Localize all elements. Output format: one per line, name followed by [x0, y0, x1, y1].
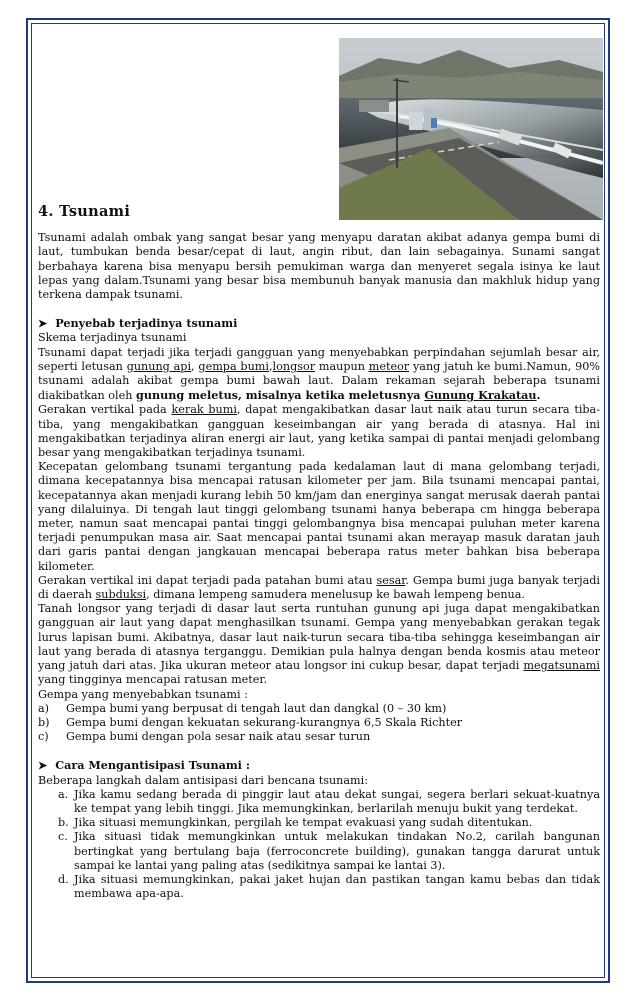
bold-run: gunung meletus, misalnya ketika meletusnya: [136, 388, 425, 403]
list-marker: d.: [58, 872, 69, 886]
paragraph-penyebab-5: [38, 602, 600, 687]
antisipasi-intro: Beberapa langkah dalam antisipasi dari bencana tsunami:: [38, 773, 369, 787]
text-run: .: [536, 388, 541, 403]
list-item: [38, 716, 600, 730]
list-marker: b): [38, 715, 50, 729]
gempa-intro: Gempa yang menyebabkan tsunami :: [38, 687, 248, 701]
list-text: Gempa bumi yang berpusat di tengah laut dan dangkal (0 – 30 km): [66, 701, 447, 715]
list-text: Jika situasi tidak memungkinkan untuk melakukan tindakan No.2, carilah bangunan bertingkat yang bertulang baja (ferroconcrete building), gunakan tangga darurat untuk sampai ke lantai yang paling atas (sedikitnya sampai ke lantai 3).: [74, 830, 600, 872]
tsunami-photo: [339, 38, 603, 220]
list-text: Jika kamu sedang berada di pinggir laut atau dekat sungai, segera berlari sekuat-kuatnya ke tempat yang lebih tinggi. Jika memungkinkan, berlarilah menuju bukit yang terdekat.: [74, 787, 600, 815]
paragraph-penyebab-3: Kecepatan gelombang tsunami tergantung pada kedalaman laut di mana gelombang terjadi, dimana kecepatannya bisa mencapai ratusan kilometer per jam. Bila tsunami mencapai pantai, kecepatannya akan menjadi kurang lebih 50 km/jam dan energinya sangat merusak daerah pantai yang dilaluinya. Di tengah laut tinggi gelombang tsunami hanya beberapa cm hingga beberapa meter, namun saat mencapai pantai tinggi gelombangnya bisa mencapai puluhan meter karena terjadi penumpukan masa air. Saat mencapai pantai tsunami akan merayap masuk daratan jauh dari garis pantai dengan jangkauan mencapai beberapa ratus meter bahkan bisa beberapa kilometer.: [38, 460, 600, 573]
text-run: , dimana lempeng samudera menelusup ke bawah lempeng benua.: [146, 588, 525, 602]
arrow-bullet-icon: ➤: [38, 759, 48, 773]
list-text: Jika situasi memungkinkan, pergilah ke tempat evakuasi yang sudah ditentukan.: [74, 816, 533, 830]
skema-label: Skema terjadinya tsunami: [38, 331, 187, 345]
text-run: Tanah longsor yang terjadi di dasar laut serta runtuhan gunung api juga dapat mengakibatkan gangguan air laut yang dapat menghasilkan tsunami. Gempa yang menyebabkan gerakan tegak lurus lapisan bumi. Akibatnya, dasar laut naik-turun secara tiba-tiba sehingga keseimbangan air laut yang berada di atasnya terganggu. Demikian pula halnya dengan benda kosmis atau meteor yang jatuh dari atas. Jika ukuran meteor atau longsor ini cukup besar, dapat terjadi: [38, 602, 600, 673]
link-sesar[interactable]: sesar: [376, 573, 406, 587]
intro-paragraph: Tsunami adalah ombak yang sangat besar yang menyapu daratan akibat adanya gempa bumi di laut, tumbukan benda besar/cepat di laut, angin ribut, dan lain sebagainya. Sunami sangat berbahaya karena bisa menyapu bersih pemukiman warga dan menyeret segala isinya ke laut lepas yang dalam.Tsunami yang besar bisa membunuh banyak manusia dan makhluk hidup yang terkena dampak tsunami.: [38, 231, 600, 302]
list-marker: b.: [58, 816, 69, 830]
list-item: [38, 730, 600, 744]
penyebab-heading-text: Penyebab terjadinya tsunami: [55, 316, 238, 331]
link-gunung-krakatau[interactable]: Gunung Krakatau: [424, 388, 537, 403]
text-run: Gerakan vertikal ini dapat terjadi pada patahan bumi atau: [38, 573, 377, 587]
text-run: yang jatuh ke bumi.Namun, 90% tsunami adalah akibat gempa bumi bawah laut. Dalam rekaman sejarah beberapa tsunami diakibatkan oleh: [38, 359, 600, 403]
text-run: maupun: [315, 359, 369, 373]
text-run: ,: [191, 359, 199, 373]
list-item: [38, 788, 600, 816]
link-gunung-api[interactable]: gunung api: [126, 359, 192, 373]
list-marker: c): [38, 730, 49, 744]
document-body: [38, 205, 600, 901]
list-item: [38, 830, 600, 873]
paragraph-penyebab-4: [38, 574, 600, 602]
text-run: . Gempa bumi juga banyak terjadi di daerah: [38, 573, 600, 602]
paragraph-penyebab-1: [38, 346, 600, 404]
text-run: , dapat mengakibatkan dasar laut naik atau turun secara tiba-tiba, yang mengakibatkan gangguan keseimbangan air yang berada di atasnya. Hal ini mengakibatkan terjadinya aliran energi air laut, yang ketika sampai di pantai menjadi gelombang besar yang mengakibatkan terjadinya tsunami.: [38, 403, 601, 460]
list-item: [38, 702, 600, 716]
section-title: 4. Tsunami: [38, 203, 131, 220]
link-megatsunami[interactable]: megatsunami: [523, 659, 600, 673]
link-meteor[interactable]: meteor: [368, 359, 410, 373]
text-run: Gerakan vertikal pada: [38, 403, 172, 417]
paragraph-penyebab-2: [38, 403, 600, 460]
list-text: Gempa bumi dengan pola sesar naik atau sesar turun: [66, 730, 371, 744]
text-run: yang tingginya mencapai ratusan meter.: [38, 673, 268, 687]
link-kerak-bumi[interactable]: kerak bumi: [171, 403, 237, 417]
antisipasi-heading: [38, 758, 600, 773]
text-run: Tsunami dapat terjadi jika terjadi gangguan yang menyebabkan perpindahan sejumlah besar air, seperti letusan: [38, 345, 600, 373]
list-item: [38, 816, 600, 830]
list-item: [38, 873, 600, 901]
list-text: Jika situasi memungkinkan, pakai jaket hujan dan pastikan tangan kamu bebas dan tidak membawa apa-apa.: [74, 872, 600, 901]
link-longsor[interactable]: longsor: [272, 359, 316, 373]
list-text: Gempa bumi dengan kekuatan sekurang-kurangnya 6,5 Skala Richter: [66, 715, 463, 729]
antisipasi-list: [38, 788, 600, 902]
link-gempa-bumi[interactable]: gempa bumi: [198, 359, 269, 373]
arrow-bullet-icon: ➤: [38, 317, 48, 331]
link-subduksi[interactable]: subduksi: [95, 588, 147, 602]
penyebab-heading: [38, 316, 600, 331]
gempa-list: [38, 702, 600, 745]
list-marker: c.: [58, 830, 68, 844]
list-marker: a): [38, 701, 50, 715]
text-run: ,: [268, 359, 273, 373]
antisipasi-heading-text: Cara Mengantisipasi Tsunami :: [55, 758, 250, 773]
list-marker: a.: [58, 787, 69, 801]
